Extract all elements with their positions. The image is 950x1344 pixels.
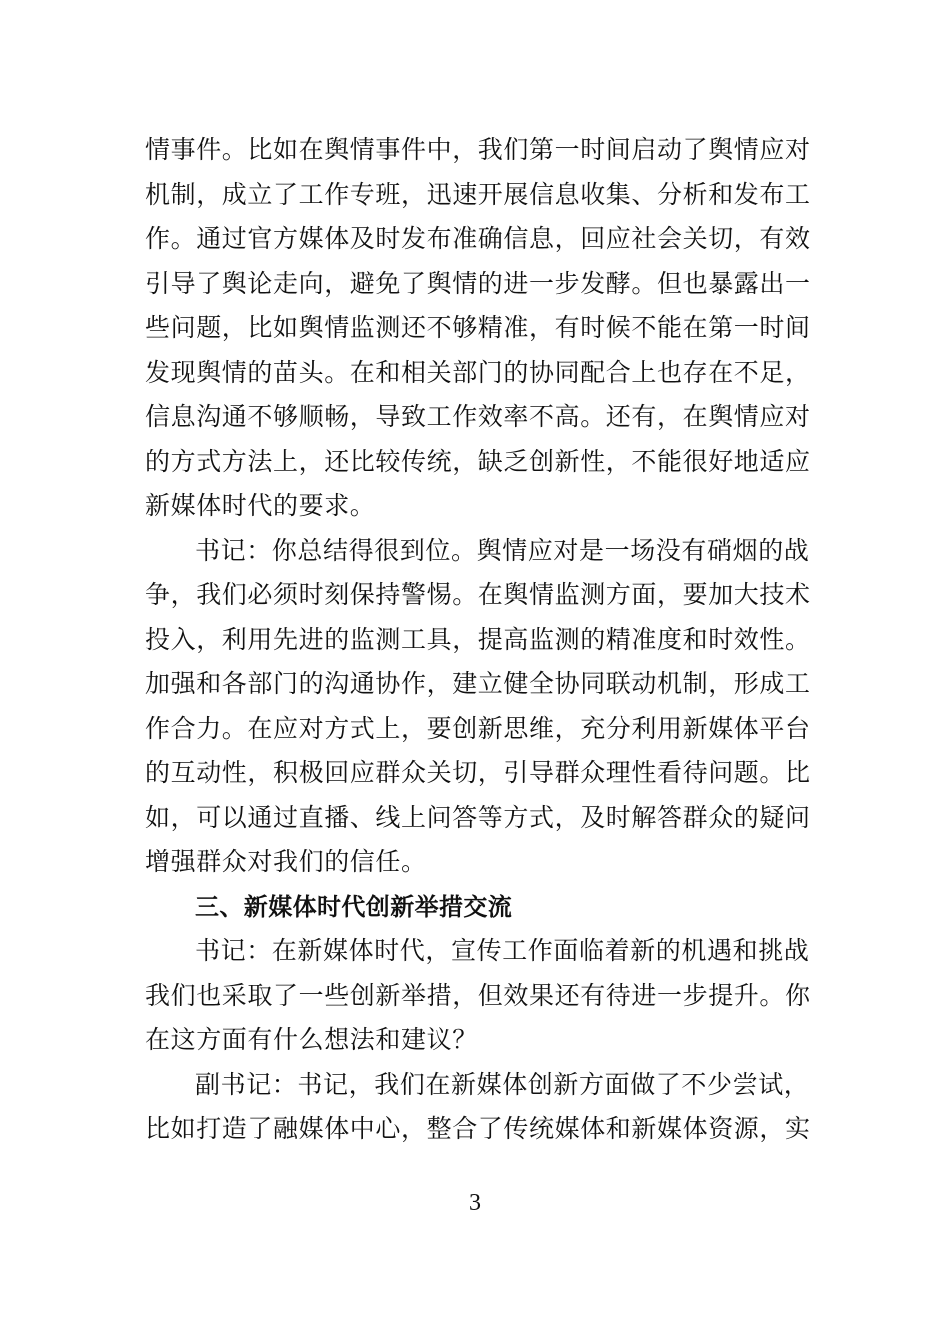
text-line: 的方式方法上，还比较传统，缺乏创新性，不能很好地适应 xyxy=(145,446,811,476)
text-line: 引导了舆论走向，避免了舆情的进一步发酵。但也暴露出一 xyxy=(145,268,811,298)
text-line: 的互动性，积极回应群众关切，引导群众理性看待问题。比 xyxy=(145,758,811,787)
paragraph-start-line: 书记：在新媒体时代，宣传工作面临着新的机遇和挑战 xyxy=(195,936,810,965)
text-line: 加强和各部门的沟通协作，建立健全协同联动机制，形成工 xyxy=(145,669,811,698)
text-line: 些问题，比如舆情监测还不够精准，有时候不能在第一时间 xyxy=(145,313,811,342)
paragraph-start-line: 副书记：书记，我们在新媒体创新方面做了不少尝试， xyxy=(195,1069,810,1099)
text-line: 机制，成立了工作专班，迅速开展信息收集、分析和发布工 xyxy=(145,179,811,209)
section-heading: 三、新媒体时代创新举措交流 xyxy=(195,892,513,921)
text-line: 信息沟通不够顺畅，导致工作效率不高。还有，在舆情应对 xyxy=(145,402,811,431)
page-number: 3 xyxy=(469,1190,481,1216)
text-line: 新媒体时代的要求。 xyxy=(145,491,376,520)
text-line: 发现舆情的苗头。在和相关部门的协同配合上也存在不足， xyxy=(145,357,811,387)
text-line: 增强群众对我们的信任。 xyxy=(145,847,427,876)
text-line: 在这方面有什么想法和建议？ xyxy=(145,1025,478,1054)
text-line: 比如打造了融媒体中心，整合了传统媒体和新媒体资源，实 xyxy=(145,1114,811,1143)
text-line: 情事件。比如在舆情事件中，我们第一时间启动了舆情应对 xyxy=(145,135,811,164)
text-line: 我们也采取了一些创新举措，但效果还有待进一步提升。你 xyxy=(145,980,811,1010)
text-line: 如，可以通过直播、线上问答等方式，及时解答群众的疑问 xyxy=(145,802,811,832)
text-line: 作。通过官方媒体及时发布准确信息，回应社会关切，有效 xyxy=(145,224,811,253)
text-line: 投入，利用先进的监测工具，提高监测的精准度和时效性。 xyxy=(145,624,811,654)
text-line: 作合力。在应对方式上，要创新思维，充分利用新媒体平台 xyxy=(145,713,811,743)
paragraph-start-line: 书记：你总结得很到位。舆情应对是一场没有硝烟的战 xyxy=(195,535,810,565)
text-line: 争，我们必须时刻保持警惕。在舆情监测方面，要加大技术 xyxy=(145,580,811,609)
document-body xyxy=(145,128,810,1152)
